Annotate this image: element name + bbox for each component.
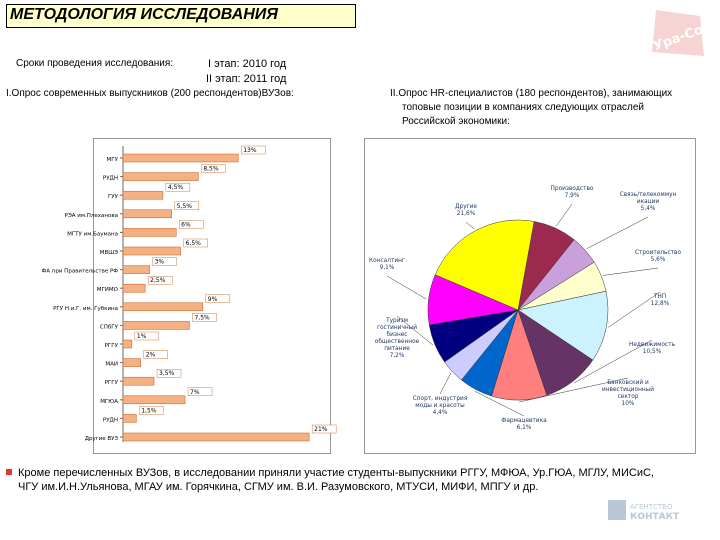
bar-value-label: 7% [190,388,200,396]
bar-category-label: СПбГУ [99,324,118,331]
pie-slice-label: Недвижимость 10,5% [628,342,676,355]
bar-value-label: 2% [145,351,156,359]
bar-value-label: 4,5% [167,184,184,192]
bar-category-label: РУДН [102,175,118,182]
bar-value-label: 21% [314,426,328,433]
agency-logo [608,498,696,524]
bar-category-label: ГУУ [107,194,118,201]
bar-value-label: 7,5% [194,314,210,322]
pie-slice-label: Банковский и инвестиционный сектор 10% [601,380,655,407]
bar-category-label: ФА при Правительстве РФ [41,268,118,275]
pie-leader-line [466,222,474,229]
bar-category-label: МГТУ им.Баумана [67,231,118,238]
bar-value-label: 9% [207,295,218,303]
bar-value-label: 13% [243,147,257,154]
bar-category-label: МГИМО [96,287,118,294]
pie-slice-label: Консалтинг 9,1% [369,258,405,271]
stamp-text: Ура-Со [651,22,706,55]
pie-slice-label: Туризм гостиничный бизнес общественное питание 7,2% [374,318,420,359]
bar-category-label: МВШЭ [99,250,118,256]
bar-value-label: 5,5% [176,202,192,210]
bar-category-label: РЭА им.Плеханова [64,212,118,219]
pie-slice-label: ТНП 12,8% [650,294,670,307]
footnote [18,466,698,494]
pie-slice-label: Спорт, индустрия моды и красоты 4,4% [412,396,468,416]
survey2-heading-line2: топовые позиции в компаниях следующих отраслей [402,102,644,113]
survey2-heading-line1: II.Опрос HR-специалистов (180 респондентов), занимающих [390,88,673,99]
pie-leader-line [556,204,572,226]
bar-value-label: 1,5% [141,407,157,415]
pie-leader-line [608,292,660,327]
bar-category-label: РУДН [102,417,118,424]
pie-slice-label: Производство 7,9% [550,186,594,199]
bar-category-label: Другие ВУЗ [84,436,118,442]
survey1-heading: I.Опрос современных выпускников (200 респондентов)ВУЗов: [6,88,294,99]
footnote-line1: Кроме перечисленных ВУЗов, в исследовании приняли участие студенты-выпускники РГГУ, МФЮА, Ур.ГЮА, МГЛУ, МИСиС, [18,467,654,479]
brand-line1: АГЕНТСТВО [630,503,673,511]
pie-leader-line [387,276,427,299]
bullet-icon [6,469,12,475]
bar-category-label: МГУ [106,157,118,163]
pie-leader-line [440,373,451,394]
pie-slice-label: Фармацевтика 6,1% [501,418,547,431]
bar-category-label: МГЮА [100,398,118,405]
timing-label: Сроки проведения исследования: [16,58,174,69]
pie-slice-label: Другие 21,6% [454,204,478,217]
timing-stage1: I этап: 2010 год [208,58,287,70]
bar-value-label: 6% [181,221,191,229]
pie-slice-label: Строительство 5,6% [634,250,682,263]
bar-value-label: 3% [154,258,165,266]
timing-stage2: II этап: 2011 год [206,73,287,85]
page-title: МЕТОДОЛОГИЯ ИССЛЕДОВАНИЯ [10,6,278,23]
bar-category-label: РГУ Н.и.Г. им. Губкина [53,305,118,312]
bar-value-label: 8,5% [203,165,219,173]
bar-value-label: 6,5% [185,240,201,247]
footnote-line2: ЧГУ им.И.Н.Ульянова, МГАУ им. Горячкина, СГМУ им. В.И. Разумовского, МТУСИ, МИФИ, МПГУ и др. [18,481,539,493]
survey2-heading-line3: Российской экономики: [402,116,510,127]
bar-category-label: РГГУ [104,343,118,349]
bar-category-label: РГГУ [104,380,118,387]
bar-value-label: 2,5% [150,277,166,285]
brand-line2: КОНТАКТ [630,512,680,522]
pie-leader-line [587,217,648,249]
bar-value-label: 3,5% [159,370,175,378]
pie-leader-line [603,268,658,275]
pie-slice-label: Связь/телекоммун икации 5,4% [619,192,677,212]
bar-category-label: МАИ [105,361,118,368]
bar-value-label: 1% [136,333,147,340]
